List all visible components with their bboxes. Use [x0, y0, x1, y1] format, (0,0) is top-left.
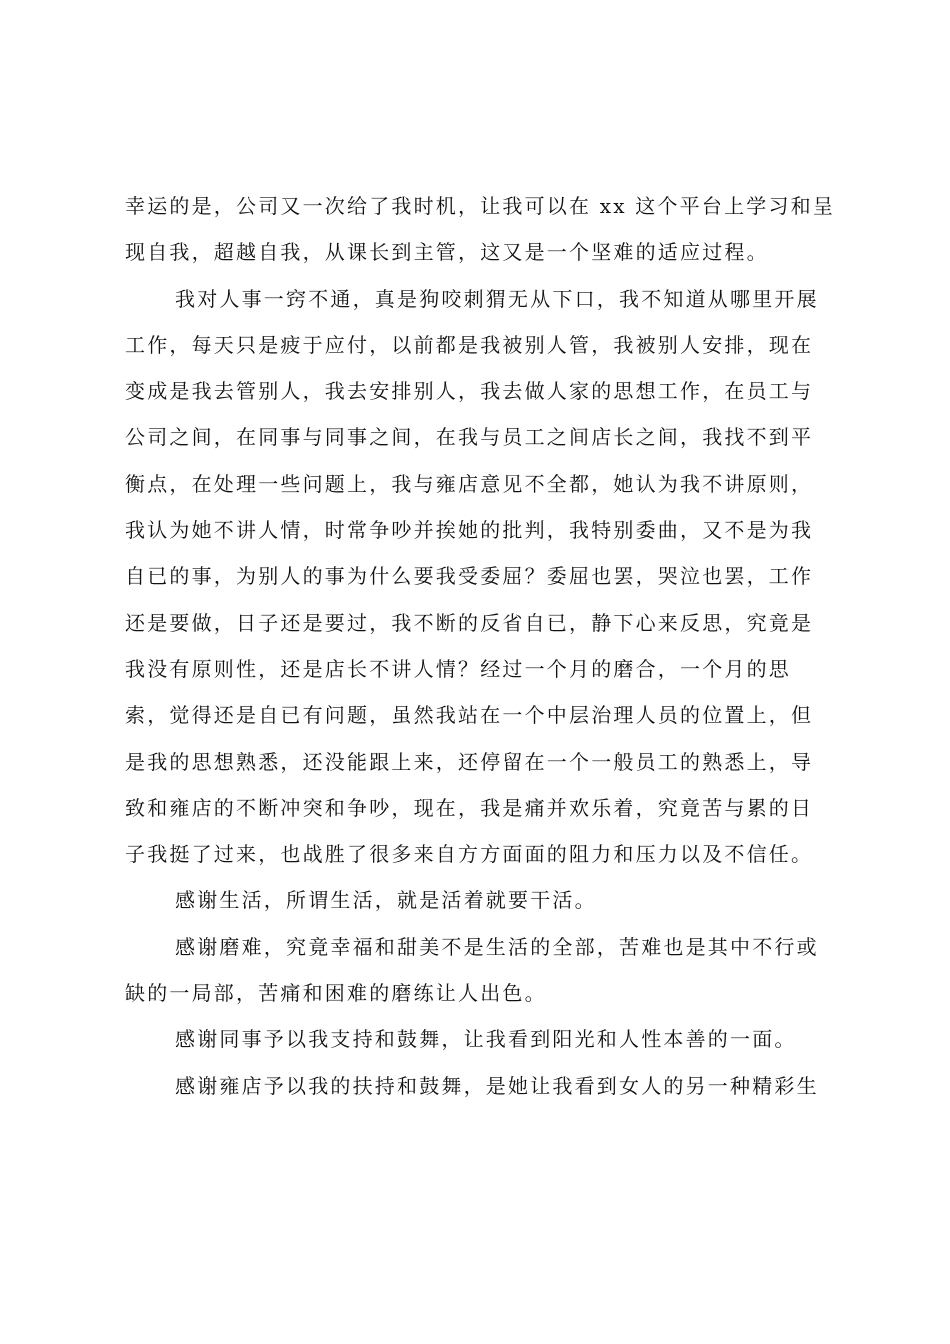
- paragraph-start-line: 感谢雍店予以我的扶持和鼓舞，是她让我看到女人的另一种精彩生: [175, 1073, 819, 1098]
- text-line: 致和雍店的不断冲突和争吵，现在，我是痛并欢乐着，究竟苦与累的日: [125, 795, 814, 820]
- paragraph-start-line: 感谢磨难，究竟幸福和甜美不是生活的全部，苦难也是其中不行或: [175, 934, 819, 959]
- text-line: 现自我，超越自我，从课长到主管，这又是一个坚难的适应过程。: [125, 240, 769, 265]
- text-line: 自已的事，为别人的事为什么要我受委屈？委屈也罢，哭泣也罢，工作: [125, 564, 814, 589]
- text-line: 我认为她不讲人情，时常争吵并挨她的批判，我特别委曲，又不是为我: [125, 518, 814, 543]
- text-line: 还是要做，日子还是要过，我不断的反省自已，静下心来反思，究竟是: [125, 610, 814, 635]
- text-line: 幸运的是，公司又一次给了我时机，让我可以在 xx 这个平台上学习和呈: [125, 194, 836, 218]
- text-line: 公司之间，在同事与同事之间，在我与员工之间店长之间，我找不到平: [125, 425, 814, 450]
- text-line: 是我的思想熟悉，还没能跟上来，还停留在一个一般员工的熟悉上，导: [125, 749, 814, 774]
- text-line: 索，觉得还是自已有问题，虽然我站在一个中层治理人员的位置上，但: [125, 703, 814, 728]
- text-line: 子我挺了过来，也战胜了很多来自方方面面的阻力和压力以及不信任。: [125, 842, 814, 867]
- text-line: 衡点，在处理一些问题上，我与雍店意见不全都，她认为我不讲原则，: [125, 471, 814, 496]
- text-line: 变成是我去管别人，我去安排别人，我去做人家的思想工作，在员工与: [125, 379, 814, 404]
- paragraph-start-line: 感谢同事予以我支持和鼓舞，让我看到阳光和人性本善的一面。: [175, 1027, 797, 1052]
- text-line: 工作，每天只是疲于应付，以前都是我被别人管，我被别人安排，现在: [125, 332, 814, 357]
- text-line: 缺的一局部，苦痛和困难的磨练让人出色。: [125, 981, 547, 1006]
- paragraph-start-line: 我对人事一窍不通，真是狗咬刺猬无从下口，我不知道从哪里开展: [175, 286, 819, 311]
- text-line: 我没有原则性，还是店长不讲人情？经过一个月的磨合，一个月的思: [125, 656, 791, 681]
- paragraph-start-line: 感谢生活，所谓生活，就是活着就要干活。: [175, 888, 597, 913]
- document-body: [125, 183, 836, 1109]
